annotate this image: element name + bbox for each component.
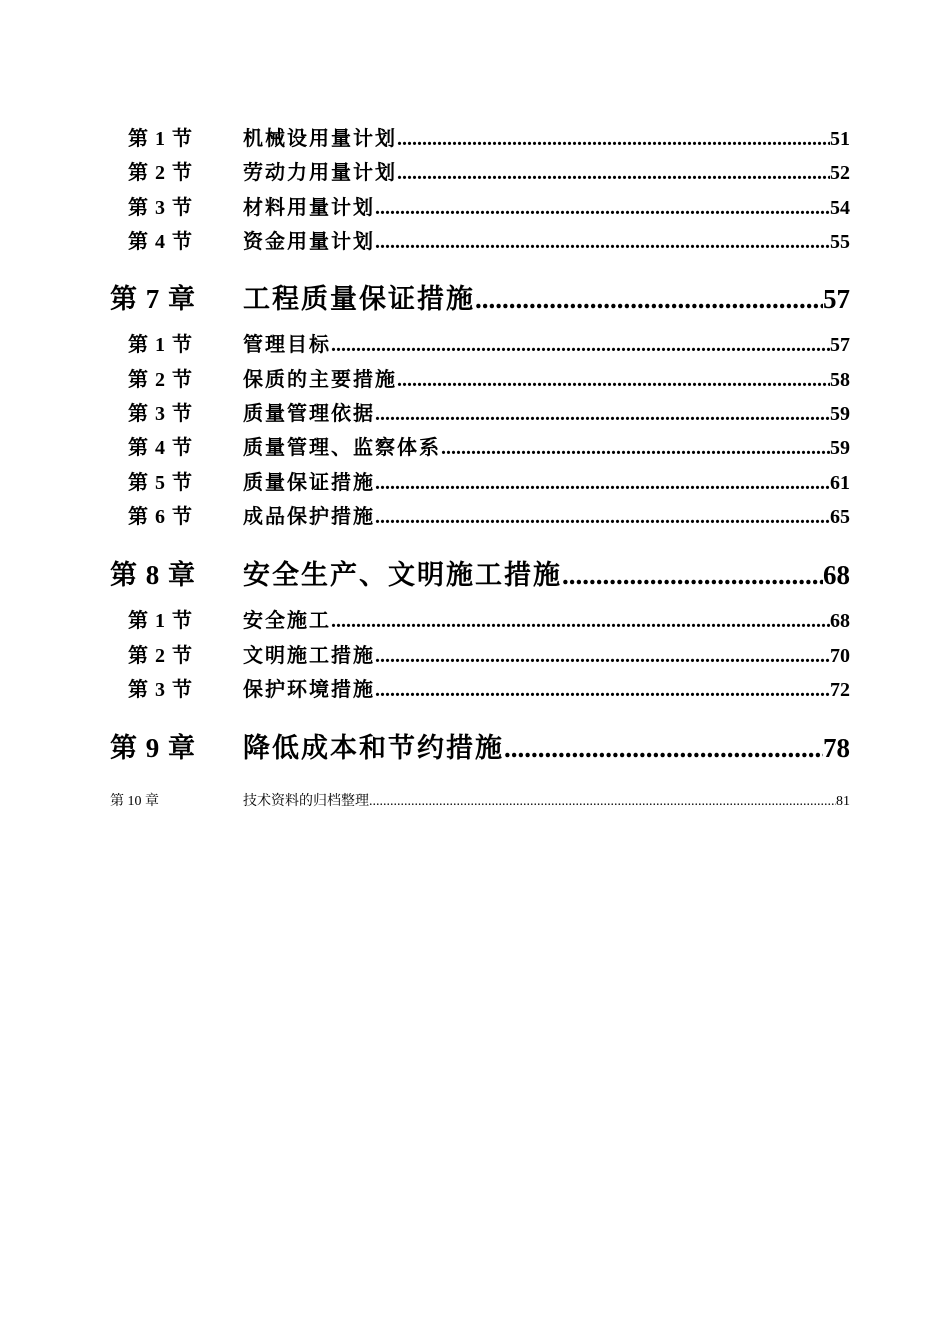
toc-leader-dots bbox=[369, 794, 836, 810]
toc-leader-dots bbox=[331, 334, 830, 357]
toc-entry[interactable] bbox=[243, 191, 850, 220]
toc-label: 第 2 节 bbox=[128, 645, 193, 667]
toc-entry[interactable] bbox=[243, 790, 850, 810]
toc-title: 成品保护措施 bbox=[243, 506, 375, 528]
toc-page-number: 58 bbox=[830, 369, 850, 391]
toc-page-number: 55 bbox=[830, 231, 850, 253]
toc-row[interactable] bbox=[0, 639, 950, 669]
toc-page-number: 68 bbox=[823, 560, 850, 590]
toc-entry[interactable] bbox=[243, 397, 850, 426]
toc-entry[interactable] bbox=[243, 156, 850, 185]
toc-entry[interactable] bbox=[243, 225, 850, 254]
toc-chapter-label: 第 9 章 bbox=[110, 733, 196, 763]
toc-row[interactable] bbox=[0, 156, 950, 186]
toc-entry[interactable] bbox=[243, 673, 850, 702]
toc-entry[interactable] bbox=[243, 466, 850, 495]
toc-chapter-label: 第 7 章 bbox=[110, 284, 196, 314]
toc-title: 劳动力用量计划 bbox=[243, 162, 397, 184]
toc-entry[interactable] bbox=[243, 363, 850, 392]
toc-entry[interactable] bbox=[243, 431, 850, 460]
toc-label: 第 2 节 bbox=[128, 369, 193, 391]
toc-chapter-title: 工程质量保证措施 bbox=[243, 284, 475, 314]
toc-label: 第 4 节 bbox=[128, 231, 193, 253]
toc-page-number: 59 bbox=[830, 437, 850, 459]
toc-title: 材料用量计划 bbox=[243, 197, 375, 219]
toc-entry[interactable] bbox=[243, 639, 850, 668]
toc-row[interactable] bbox=[0, 122, 950, 152]
toc-leader-dots bbox=[375, 197, 830, 220]
toc-leader-dots bbox=[441, 437, 830, 460]
toc-chapter-label: 第 8 章 bbox=[110, 560, 196, 590]
toc-entry[interactable] bbox=[243, 604, 850, 633]
toc-title: 管理目标 bbox=[243, 334, 331, 356]
toc-page-number: 65 bbox=[830, 506, 850, 528]
toc-entry[interactable] bbox=[243, 122, 850, 151]
toc-leader-dots bbox=[331, 610, 830, 633]
toc-title: 机械设用量计划 bbox=[243, 128, 397, 150]
toc-page-number: 78 bbox=[823, 733, 850, 763]
toc-label: 第 5 节 bbox=[128, 472, 193, 494]
toc-leader-dots bbox=[375, 472, 830, 495]
toc-chapter-row[interactable] bbox=[0, 277, 950, 317]
toc-page-number: 57 bbox=[823, 284, 850, 314]
toc-leader-dots bbox=[562, 560, 823, 591]
toc-leader-dots bbox=[375, 403, 830, 426]
toc-row[interactable] bbox=[0, 363, 950, 393]
toc-row[interactable] bbox=[0, 225, 950, 255]
toc-page-number: 59 bbox=[830, 403, 850, 425]
toc-page-number: 54 bbox=[830, 197, 850, 219]
toc-label: 第 3 节 bbox=[128, 403, 193, 425]
toc-leader-dots bbox=[475, 284, 823, 315]
toc-title: 保护环境措施 bbox=[243, 679, 375, 701]
toc-leader-dots bbox=[375, 506, 830, 529]
toc-title: 安全施工 bbox=[243, 610, 331, 632]
toc-title: 质量管理依据 bbox=[243, 403, 375, 425]
toc-label: 第 1 节 bbox=[128, 128, 193, 150]
toc-chapter-title: 技术资料的归档整理 bbox=[243, 794, 369, 809]
toc-entry[interactable] bbox=[243, 500, 850, 529]
toc-leader-dots bbox=[397, 162, 830, 185]
toc-label: 第 2 节 bbox=[128, 162, 193, 184]
toc-leader-dots bbox=[375, 679, 830, 702]
toc-leader-dots bbox=[375, 645, 830, 668]
toc-page-number: 70 bbox=[830, 645, 850, 667]
toc-chapter-label: 第 10 章 bbox=[110, 794, 159, 809]
toc-label: 第 1 节 bbox=[128, 334, 193, 356]
toc-label: 第 4 节 bbox=[128, 437, 193, 459]
toc-page-number: 57 bbox=[830, 334, 850, 356]
toc-entry[interactable] bbox=[243, 726, 850, 765]
toc-chapter-title: 降低成本和节约措施 bbox=[243, 733, 504, 763]
toc-entry[interactable] bbox=[243, 328, 850, 357]
toc-title: 资金用量计划 bbox=[243, 231, 375, 253]
toc-row[interactable] bbox=[0, 328, 950, 358]
toc-leader-dots bbox=[504, 733, 823, 764]
toc-page-number: 61 bbox=[830, 472, 850, 494]
toc-chapter-row[interactable] bbox=[0, 790, 950, 812]
toc-page-number: 81 bbox=[836, 794, 850, 809]
toc-chapter-row[interactable] bbox=[0, 553, 950, 593]
toc-title: 文明施工措施 bbox=[243, 645, 375, 667]
toc-leader-dots bbox=[397, 128, 830, 151]
toc-title: 质量管理、监察体系 bbox=[243, 437, 441, 459]
toc-leader-dots bbox=[397, 369, 830, 392]
toc-row[interactable] bbox=[0, 397, 950, 427]
toc-leader-dots bbox=[375, 231, 830, 254]
toc-label: 第 3 节 bbox=[128, 197, 193, 219]
toc-title: 质量保证措施 bbox=[243, 472, 375, 494]
toc-row[interactable] bbox=[0, 673, 950, 703]
toc-row[interactable] bbox=[0, 466, 950, 496]
toc-chapter-title: 安全生产、文明施工措施 bbox=[243, 560, 562, 590]
toc-entry[interactable] bbox=[243, 553, 850, 592]
toc-page-number: 68 bbox=[830, 610, 850, 632]
toc-page-number: 51 bbox=[830, 128, 850, 150]
toc-row[interactable] bbox=[0, 191, 950, 221]
toc-title: 保质的主要措施 bbox=[243, 369, 397, 391]
toc-page-number: 72 bbox=[830, 679, 850, 701]
toc-row[interactable] bbox=[0, 604, 950, 634]
toc-chapter-row[interactable] bbox=[0, 726, 950, 766]
toc-page-number: 52 bbox=[830, 162, 850, 184]
toc-row[interactable] bbox=[0, 500, 950, 530]
toc-label: 第 1 节 bbox=[128, 610, 193, 632]
toc-label: 第 6 节 bbox=[128, 506, 193, 528]
toc-label: 第 3 节 bbox=[128, 679, 193, 701]
toc-entry[interactable] bbox=[243, 277, 850, 316]
toc-row[interactable] bbox=[0, 431, 950, 461]
